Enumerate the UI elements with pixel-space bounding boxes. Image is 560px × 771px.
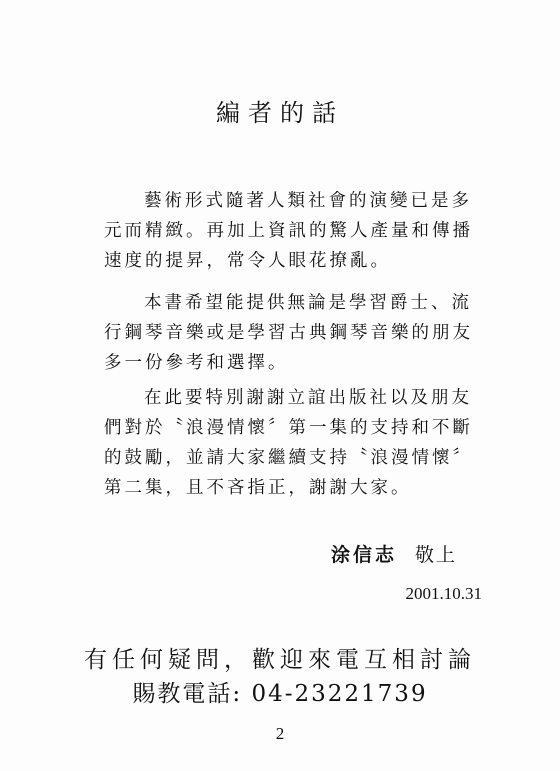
page-title: 編者的話 bbox=[216, 99, 344, 127]
contact-phone: 賜教電話: 04-23221739 bbox=[132, 681, 428, 707]
paragraph-intro: 藝術形式隨著人類社會的演變已是多元而精緻。再加上資訊的驚人產量和傳播速度的提昇，常令人眼花撩亂。 bbox=[104, 191, 473, 271]
signature-closing: 敬上 bbox=[415, 544, 458, 566]
paragraph-purpose: 本書希望能提供無論是學習爵士、流行鋼琴音樂或是學習古典鋼琴音樂的朋友多一份參考和選擇。 bbox=[104, 293, 473, 373]
contact-invitation: 有任何疑問，歡迎來電互相討論 bbox=[84, 647, 476, 673]
paragraph-thanks: 在此要特別謝謝立誼出版社以及朋友們對於〝浪漫情懷〞第一集的支持和不斷的鼓勵，並請大家繼續支持〝浪漫情懷〞第二集，且不吝指正，謝謝大家。 bbox=[104, 388, 473, 498]
signature bbox=[331, 541, 457, 569]
signature-date: 2001.10.31 bbox=[405, 584, 482, 603]
author-name: 涂信志 bbox=[331, 544, 398, 566]
page-number: 2 bbox=[275, 724, 285, 743]
